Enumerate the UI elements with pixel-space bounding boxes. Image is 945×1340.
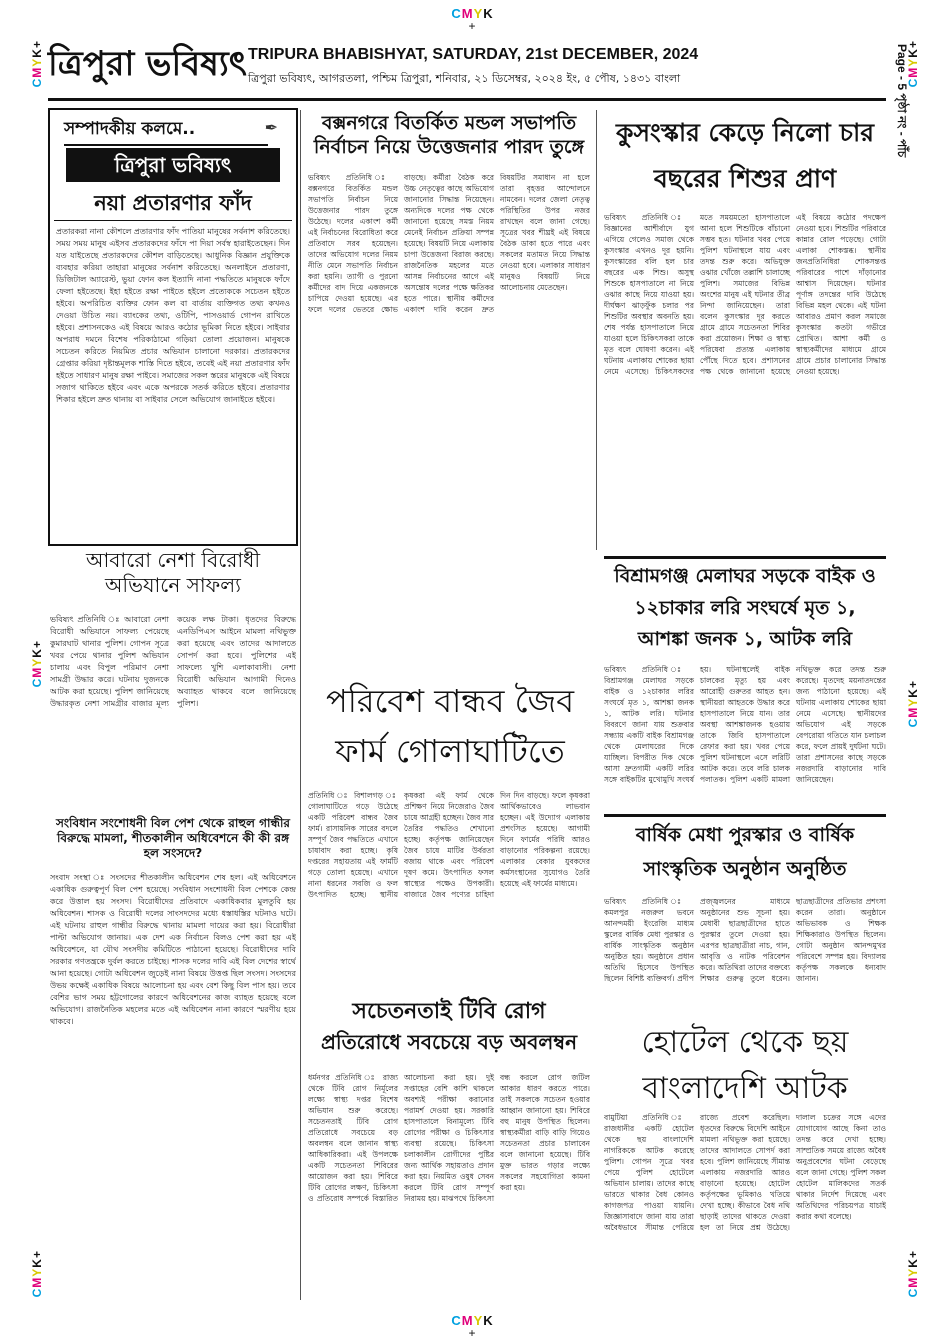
award-story-headline: বার্ষিক মেধা পুরস্কার ও বার্ষিক সাংস্কৃতিক অনুষ্ঠান অনুষ্ঠিত	[635, 824, 855, 880]
hotel-story-body: বামুটিয়া প্রতিনিধি ঃ রাজধানীর একটি হোটেল থেকে ছয় বাংলাদেশি নাগরিককে আটক করেছে পুলিশ। গোপন সূত্রে খবর পেয়ে পুলিশ হোটেলে অভিযান চালায়। তাদের কাছে ভারতে থাকার বৈধ কোনও কাগজপত্র পাওয়া যায়নি। জিজ্ঞাসাবাদে জানা যায় তারা অবৈধভাবে সীমান্ত পেরিয়ে রাজ্যে প্রবেশ করেছিল। ধৃতদের বিরুদ্ধে বিদেশি আইনে মামলা নথিভুক্ত করা হয়েছে। তাদের আদালতে সোপর্দ করা হবে। পুলিশ জানিয়েছে সীমান্ত এলাকায় নজরদারি আরও বাড়ানো হয়েছে। হোটেল কর্তৃপক্ষের ভূমিকাও খতিয়ে দেখা হচ্ছে। কীভাবে বৈধ নথি ছাড়াই তাদের থাকতে দেওয়া হল তা নিয়ে প্রশ্ন উঠেছে। দালাল চক্রের সঙ্গে এদের যোগাযোগ আছে কিনা তাও তদন্ত করে দেখা হচ্ছে। সাম্প্রতিক সময়ে রাজ্যে অবৈধ অনুপ্রবেশের ঘটনা বেড়েছে বলে জানা গেছে। পুলিশ সকল হোটেল মালিকদের সতর্ক থাকার নির্দেশ দিয়েছে এবং অতিথিদের পরিচয়পত্র যাচাই করার কথা বলেছে।	[604, 1113, 886, 1232]
cmyk-side-left-bot: CMYK+	[30, 1250, 44, 1298]
editorial-body: প্রতারকরা নানা কৌশলে প্রতারণার ফাঁদ পাতিয়া মানুষের সর্বনাশ করিতেছে। সময় সময় মানুষ এইসব প্রতারকদের ফাঁদে পা দিয়া সর্বস্ব হারাইতেছেন। দিন যত যাইতেছে প্রতারকদের কৌশল বাড়িতেছে। আধুনিক বিজ্ঞান প্রযুক্তিকে ব্যবহার করিয়া তাহারা মানুষের সর্বনাশ করিতেছে। অনলাইনে প্রতারণা, ডিজিটাল অ্যারেস্ট, ভুয়া ফোন কল ইত্যাদি নানা পদ্ধতিতে মানুষকে ফাঁদে ফেলা হইতেছে। ইহা হইতে রক্ষা পাইতে হইলে প্রত্যেককে সচেতন হইতে হইবে। অপরিচিত ব্যক্তির ফোন কল বা বার্তায় ব্যক্তিগত তথ্য কখনও দেওয়া উচিত নয়। ব্যাংকের তথ্য, ওটিপি, পাসওয়ার্ড গোপন রাখিতে হইবে। প্রশাসনকেও এই বিষয়ে আরও কঠোর ভূমিকা নিতে হইবে। সাইবার অপরাধ দমনে বিশেষ পরিকাঠামো গড়িয়া তোলা প্রয়োজন। মানুষকে সচেতন করিতে নিয়মিত প্রচার অভিযান চালানো দরকার। প্রতারকদের গ্রেপ্তার করিয়া দৃষ্টান্তমূলক শাস্তি দিতে হইবে, তবেই এই নয়া প্রতারণার ফাঁদ হইতে সাধারণ মানুষ রক্ষা পাইবে। সমাজের সকল স্তরের মানুষকে এই বিষয়ে সজাগ থাকিতে হইবে এবং একে অপরকে সতর্ক করিতে হইবে। প্রতারণার শিকার হইলে দ্রুত থানায় বা সাইবার সেলে অভিযোগ জানাইতে হইবে।	[56, 227, 290, 404]
cmyk-y: Y	[473, 1313, 484, 1328]
biofarm-story-body: প্রতিনিধি ঃ বিশালগড় ঃ গোলাঘাটিতে গড়ে উঠেছে একটি পরিবেশ বান্ধব জৈব ফার্ম। রাসায়নিক সারের বদলে সম্পূর্ণ জৈব পদ্ধতিতে এখানে চাষাবাদ করা হচ্ছে। কৃষি দপ্তরের সহায়তায় এই ফার্মটি গড়ে তোলা হয়েছে। এখানে নানা ধরনের সবজি ও ফল উৎপাদিত হচ্ছে। স্থানীয় কৃষকরা এই ফার্ম থেকে প্রশিক্ষণ নিয়ে নিজেরাও জৈব চাষে আগ্রহী হচ্ছেন। জৈব সার তৈরির পদ্ধতিও শেখানো হচ্ছে। কর্তৃপক্ষ জানিয়েছেন জৈব চাষে মাটির উর্বরতা বজায় থাকে এবং পরিবেশ দূষণ কমে। উৎপাদিত ফসল স্বাস্থ্যের পক্ষেও উপকারী। বাজারে জৈব পণ্যের চাহিদা দিন দিন বাড়ছে। ফলে কৃষকরা আর্থিকভাবেও লাভবান হচ্ছেন। এই উদ্যোগ এলাকায় প্রশংসিত হয়েছে। আগামী দিনে ফার্মের পরিধি আরও বাড়ানোর পরিকল্পনা রয়েছে। এলাকার বেকার যুবকদের কর্মসংস্থানের সুযোগও তৈরি হয়েছে এই ফার্মের মাধ্যমে।	[308, 791, 590, 899]
cmyk-registration-top	[0, 6, 945, 31]
cmyk-side-left-mid: CMYK+	[30, 640, 44, 688]
cmyk-k: K	[483, 1313, 494, 1328]
cmyk-side-right-bot: CMYK+	[906, 1250, 920, 1298]
page-number: Page - 5 পৃষ্ঠা নং - পাঁচ	[895, 44, 909, 158]
drug-story-body: ভবিষ্যৎ প্রতিনিধি ঃ আবারো নেশা বিরোধী অভিযানে সাফল্য পেয়েছে কুমারঘাট থানার পুলিশ। গোপন সূত্রে খবর পেয়ে থানার পুলিশ অভিযান চালায় এবং বিপুল পরিমাণ নেশা সামগ্রী উদ্ধার করে। ঘটনায় দুজনকে আটক করা হয়েছে। পুলিশ জানিয়েছে উদ্ধারকৃত নেশা সামগ্রীর বাজার মূল্য কয়েক লক্ষ টাকা। ধৃতদের বিরুদ্ধে এনডিপিএস আইনে মামলা নথিভুক্ত করা হয়েছে এবং তাদের আদালতে সোপর্দ করা হবে। পুলিশের এই সাফল্যে খুশি এলাকাবাসী। নেশা বিরোধী অভিযান আগামী দিনেও অব্যাহত থাকবে বলে জানিয়েছে পুলিশ।	[50, 615, 296, 708]
award-story-body: ভবিষ্যৎ প্রতিনিধি ঃ কমলপুর নজরুল ভবনে আনন্দময়ী ইংরেজি মাধ্যম স্কুলের বার্ষিক মেধা পুরস্কার ও বার্ষিক সাংস্কৃতিক অনুষ্ঠান অনুষ্ঠিত হয়। অনুষ্ঠানে প্রধান অতিথি হিসেবে উপস্থিত ছিলেন বিশিষ্ট ব্যক্তিবর্গ। প্রদীপ প্রজ্জ্বলনের মাধ্যমে অনুষ্ঠানের শুভ সূচনা হয়। মেধাবী ছাত্রছাত্রীদের হাতে পুরস্কার তুলে দেওয়া হয়। এরপর ছাত্রছাত্রীরা নাচ, গান, আবৃত্তি ও নাটক পরিবেশন করে। অতিথিরা তাদের বক্তব্যে শিক্ষার গুরুত্ব তুলে ধরেন। ছাত্রছাত্রীদের প্রতিভার প্রশংসা করেন তারা। অনুষ্ঠানে অভিভাবক ও শিক্ষক শিক্ষিকারাও উপস্থিত ছিলেন। গোটা অনুষ্ঠান আনন্দমুখর পরিবেশে সম্পন্ন হয়। বিদ্যালয় কর্তৃপক্ষ সকলকে ধন্যবাদ জানান।	[604, 897, 886, 983]
cmyk-side-left-top: CMYK+	[30, 40, 44, 88]
crosshair-mark: +	[468, 1326, 477, 1340]
editorial-paper-name: ত্রিপুরা ভবিষ্যৎ	[66, 148, 280, 182]
cmyk-k: K	[483, 6, 494, 21]
kusanskar-story-body: ভবিষ্যৎ প্রতিনিধি ঃ বিজ্ঞানের আশীর্বাদে যুগ এগিয়ে গেলেও সমাজ থেকে কুসংস্কার এখনও দূর হয়নি। কুসংস্কারের বলি হল চার বছরের এক শিশু। অসুস্থ শিশুকে হাসপাতালে না নিয়ে ওঝার কাছে নিয়ে যাওয়া হয়। দীর্ঘক্ষণ ঝাড়ফুঁক চলার পর শিশুটির অবস্থার অবনতি হয়। শেষ পর্যন্ত হাসপাতালে নিয়ে যাওয়া হলে চিকিৎসকরা তাকে মৃত বলে ঘোষণা করেন। এই ঘটনায় এলাকায় শোকের ছায়া নেমে এসেছে। চিকিৎসকদের মতে সময়মতো হাসপাতালে আনা হলে শিশুটিকে বাঁচানো সম্ভব হত। ঘটনার খবর পেয়ে পুলিশ ঘটনাস্থলে যায় এবং তদন্ত শুরু করে। অভিযুক্ত ওঝার খোঁজে তল্লাশি চালাচ্ছে পুলিশ। সমাজের বিভিন্ন অংশের মানুষ এই ঘটনার তীব্র নিন্দা জানিয়েছেন। তারা বলেন কুসংস্কার দূর করতে গ্রামে গ্রামে সচেতনতা শিবির করা প্রয়োজন। শিক্ষা ও স্বাস্থ্য পরিষেবা প্রত্যন্ত এলাকায় পৌঁছে দিতে হবে। প্রশাসনের পক্ষ থেকে জানানো হয়েছে এই বিষয়ে কঠোর পদক্ষেপ নেওয়া হবে। শিশুটির পরিবারে কান্নার রোল পড়েছে। গোটা এলাকা শোকস্তব্ধ। স্থানীয় জনপ্রতিনিধিরা শোকসন্তপ্ত পরিবারের পাশে দাঁড়ানোর আশ্বাস দিয়েছেন। ঘটনার পূর্ণাঙ্গ তদন্তের দাবি উঠেছে বিভিন্ন মহল থেকে। এই ঘটনা আবারও প্রমাণ করল সমাজে কুসংস্কার কতটা গভীরে প্রোথিত। আশা কর্মী ও স্বাস্থ্যকর্মীদের মাধ্যমে গ্রামে গ্রামে প্রচার চালানোর সিদ্ধান্ত নেওয়া হয়েছে।	[604, 213, 886, 376]
cmyk-c: C	[451, 1313, 462, 1328]
quill-pen-icon: ✒	[264, 118, 278, 137]
editorial-headline: নয়া প্রতারণার ফাঁদ	[54, 186, 292, 221]
editorial-kicker: সম্পাদকীয় কলমে..	[64, 114, 268, 146]
tb-story-body: ধর্মনগর প্রতিনিধি ঃ রাজ্য থেকে টিবি রোগ নির্মূলের লক্ষ্যে স্বাস্থ্য দপ্তর বিশেষ অভিযান শুরু করেছে। সচেতনতাই টিবি রোগ প্রতিরোধে সবচেয়ে বড় অবলম্বন বলে জানান স্বাস্থ্য আধিকারিকরা। এই উপলক্ষে একটি সচেতনতা শিবিরের আয়োজন করা হয়। শিবিরে টিবি রোগের লক্ষণ, চিকিৎসা ও প্রতিরোধ সম্পর্কে বিস্তারিত আলোচনা করা হয়। দুই সপ্তাহের বেশি কাশি থাকলে অবশ্যই পরীক্ষা করানোর পরামর্শ দেওয়া হয়। সরকারি হাসপাতালে বিনামূল্যে টিবি রোগের পরীক্ষা ও চিকিৎসার ব্যবস্থা রয়েছে। চিকিৎসা চলাকালীন রোগীদের পুষ্টির জন্য আর্থিক সহায়তাও প্রদান করা হয়। নিয়মিত ওষুধ সেবন করলে টিবি রোগ সম্পূর্ণ নিরাময় হয়। মাঝপথে চিকিৎসা বন্ধ করলে রোগ জটিল আকার ধারণ করতে পারে। তাই সকলকে সচেতন হওয়ার আহ্বান জানানো হয়। শিবিরে বহু মানুষ উপস্থিত ছিলেন। স্বাস্থ্যকর্মীরা বাড়ি বাড়ি গিয়েও সচেতনতা প্রচার চালাবেন বলে জানানো হয়েছে। টিবি মুক্ত ভারত গড়ার লক্ষ্যে সকলের সহযোগিতা কামনা করা হয়।	[308, 1073, 590, 1203]
cmyk-m: M	[461, 6, 474, 21]
crosshair-mark: +	[468, 19, 477, 33]
kusanskar-story-headline: কুসংস্কার কেড়ে নিলো চার বছরের শিশুর প্রাণ	[616, 118, 874, 193]
biofarm-story-headline: পরিবেশ বান্ধব জৈব ফার্ম গোলাঘাটিতে	[325, 682, 575, 770]
accident-story-body: ভবিষ্যৎ প্রতিনিধি ঃ বিশ্রামগঞ্জ মেলাঘর সড়কে বাইক ও ১২চাকার লরির সংঘর্ষে মৃত ১, আশঙ্কা জনক ১, আটক লরি। ঘটনার বিবরণে জানা যায় শুক্রবার সন্ধ্যায় একটি বাইক বিশ্রামগঞ্জ থেকে মেলাঘরের দিকে যাচ্ছিল। বিপরীত দিক থেকে আসা দ্রুতগামী একটি লরির সঙ্গে বাইকটির মুখোমুখি সংঘর্ষ হয়। ঘটনাস্থলেই বাইক চালকের মৃত্যু হয় এবং আরোহী গুরুতর আহত হন। স্থানীয়রা আহতকে উদ্ধার করে হাসপাতালে নিয়ে যান। তার অবস্থা আশঙ্কাজনক হওয়ায় তাকে জিবি হাসপাতালে রেফার করা হয়। খবর পেয়ে পুলিশ ঘটনাস্থলে এসে লরিটি আটক করে। তবে লরি চালক পলাতক। পুলিশ একটি মামলা নথিভুক্ত করে তদন্ত শুরু করেছে। মৃতদেহ ময়নাতদন্তের জন্য পাঠানো হয়েছে। এই ঘটনায় এলাকায় শোকের ছায়া নেমে এসেছে। স্থানীয়দের অভিযোগ এই সড়কে বেপরোয়া গতিতে যান চলাচল করে, ফলে প্রায়ই দুর্ঘটনা ঘটে। তারা প্রশাসনের কাছে সড়কে নজরদারি বাড়ানোর দাবি জানিয়েছেন।	[604, 665, 886, 784]
cmyk-side-right-top: CMYK+	[906, 40, 920, 88]
masthead-title: ত্রিপুরা ভবিষ্যৎ	[48, 44, 247, 84]
tb-story-kicker: সচেতনতাই টিবি রোগ	[352, 999, 546, 1024]
award-rule	[604, 814, 886, 817]
masthead-bengali-dateline: ত্রিপুরা ভবিষ্যৎ, আগরতলা, পশ্চিম ত্রিপুরা, শনিবার, ২১ ডিসেম্বর, ২০২৪ ইং, ৫ পৌষ, ১৪৩১ বাংলা	[248, 72, 681, 85]
accident-story-headline: বিশ্রামগঞ্জ মেলাঘর সড়কে বাইক ও ১২চাকার লরি সংঘর্ষে মৃত ১,	[614, 565, 876, 619]
rahul-story-headline: সংবিধান সংশোধনী বিল পেশ থেকে রাহুল গান্ধীর বিরুদ্ধে মামলা, শীতকালীন অধিবেশনে কী কী রঙ্গ হল সংসদে?	[55, 816, 291, 860]
cmyk-side-right-mid: CMYK+	[906, 680, 920, 728]
mandal-story-body: ভবিষ্যৎ প্রতিনিধি ঃ বক্সনগরে বিতর্কিত মন্ডল সভাপতি নির্বাচন নিয়ে উত্তেজনার পারদ তুঙ্গে উঠেছে। দলের একাংশ কর্মী এই নির্বাচনের বিরোধিতা করে প্রতিবাদে সরব হয়েছেন। তাদের অভিযোগ দলের নিয়ম নীতি মেনে সভাপতি নির্বাচন করা হয়নি। ত্যাগী ও পুরনো কর্মীদের বাদ দিয়ে একজনকে চাপিয়ে দেওয়া হয়েছে। এর ফলে দলের ভেতরে ক্ষোভ বাড়ছে। কর্মীরা বৈঠক করে উচ্চ নেতৃত্বের কাছে অভিযোগ জানানোর সিদ্ধান্ত নিয়েছেন। অন্যদিকে দলের পক্ষ থেকে জানানো হয়েছে সমস্ত নিয়ম মেনেই নির্বাচন প্রক্রিয়া সম্পন্ন হয়েছে। বিষয়টি নিয়ে এলাকায় চাপা উত্তেজনা বিরাজ করছে। রাজনৈতিক মহলের মতে আসন্ন নির্বাচনের আগে এই অসন্তোষ দলের পক্ষে ক্ষতিকর হতে পারে। স্থানীয় কর্মীদের একাংশ দাবি করেন দ্রুত বিষয়টির সমাধান না হলে তারা বৃহত্তর আন্দোলনে নামবেন। দলের জেলা নেতৃত্ব পরিস্থিতির উপর নজর রাখছেন বলে জানা গেছে। সূত্রের খবর শীঘ্রই এই বিষয়ে বৈঠক ডাকা হতে পারে এবং সকলের মতামত নিয়ে সিদ্ধান্ত নেওয়া হবে। এলাকার সাধারণ মানুষও বিষয়টি নিয়ে আলোচনায় মেতেছেন।	[308, 173, 590, 314]
cmyk-c: C	[451, 6, 462, 21]
column-rule	[596, 110, 597, 550]
masthead-rule	[48, 98, 886, 101]
rahul-story-body: সংবাদ সংস্থা ঃ সংসদের শীতকালীন অধিবেশন শেষ হল। এই অধিবেশনে একাধিক গুরুত্বপূর্ণ বিল পেশ হয়েছে। সংবিধান সংশোধনী বিল পেশকে কেন্দ্র করে উত্তাল হয় সংসদ। বিরোধীদের প্রতিবাদে একাধিকবার মুলতুবি হয় অধিবেশন। শাসক ও বিরোধী দলের সাংসদদের মধ্যে ধস্তাধস্তির ঘটনাও ঘটে। এই ঘটনায় রাহুল গান্ধীর বিরুদ্ধে থানায় মামলা দায়ের করা হয়। বিরোধীরা পাল্টা অভিযোগ জানায়। এক দেশ এক নির্বাচন বিলও পেশ করা হয় এই অধিবেশনে, যা যৌথ সংসদীয় কমিটিতে পাঠানো হয়েছে। বিরোধীদের দাবি সরকার গণতন্ত্রকে দুর্বল করতে চাইছে। শাসক দলের দাবি এই বিল দেশের স্বার্থে আনা হয়েছে। গোটা অধিবেশন জুড়েই নানা বিষয়ে উত্তপ্ত ছিল সংসদ। সংসদের উভয় কক্ষেই একাধিক বিষয়ে আলোচনা হয় এবং বেশ কিছু বিল পাস হয়। তবে বেশির ভাগ সময় হট্টগোলের কারণে অধিবেশনের কাজ ব্যাহত হয়েছে বলে অভিযোগ। রাজনৈতিক মহলের মতে এই অধিবেশন নানা কারণে স্মরণীয় হয়ে থাকবে।	[50, 873, 296, 1026]
masthead-english-dateline: TRIPURA BHABISHYAT, SATURDAY, 21st DECEMBER, 2024	[248, 46, 699, 63]
drug-story-headline: আবারো নেশা বিরোধী অভিযানে সাফল্য	[85, 548, 261, 597]
accident-story-subhead: আশঙ্কা জনক ১, আটক লরি	[637, 628, 853, 650]
tb-story-headline: প্রতিরোধে সবচেয়ে বড় অবলম্বন	[320, 1030, 578, 1054]
cmyk-registration-bottom	[0, 1313, 945, 1338]
cmyk-y: Y	[473, 6, 484, 21]
hotel-story-headline: হোটেল থেকে ছয় বাংলাদেশি আটক	[641, 1025, 849, 1106]
mandal-story-headline: বক্সনগরে বিতর্কিত মন্ডল সভাপতি নির্বাচন নিয়ে উত্তেজনার পারদ তুঙ্গে	[313, 112, 585, 158]
editorial-box	[48, 108, 298, 546]
accident-rule	[604, 556, 886, 559]
cmyk-m: M	[461, 1313, 474, 1328]
